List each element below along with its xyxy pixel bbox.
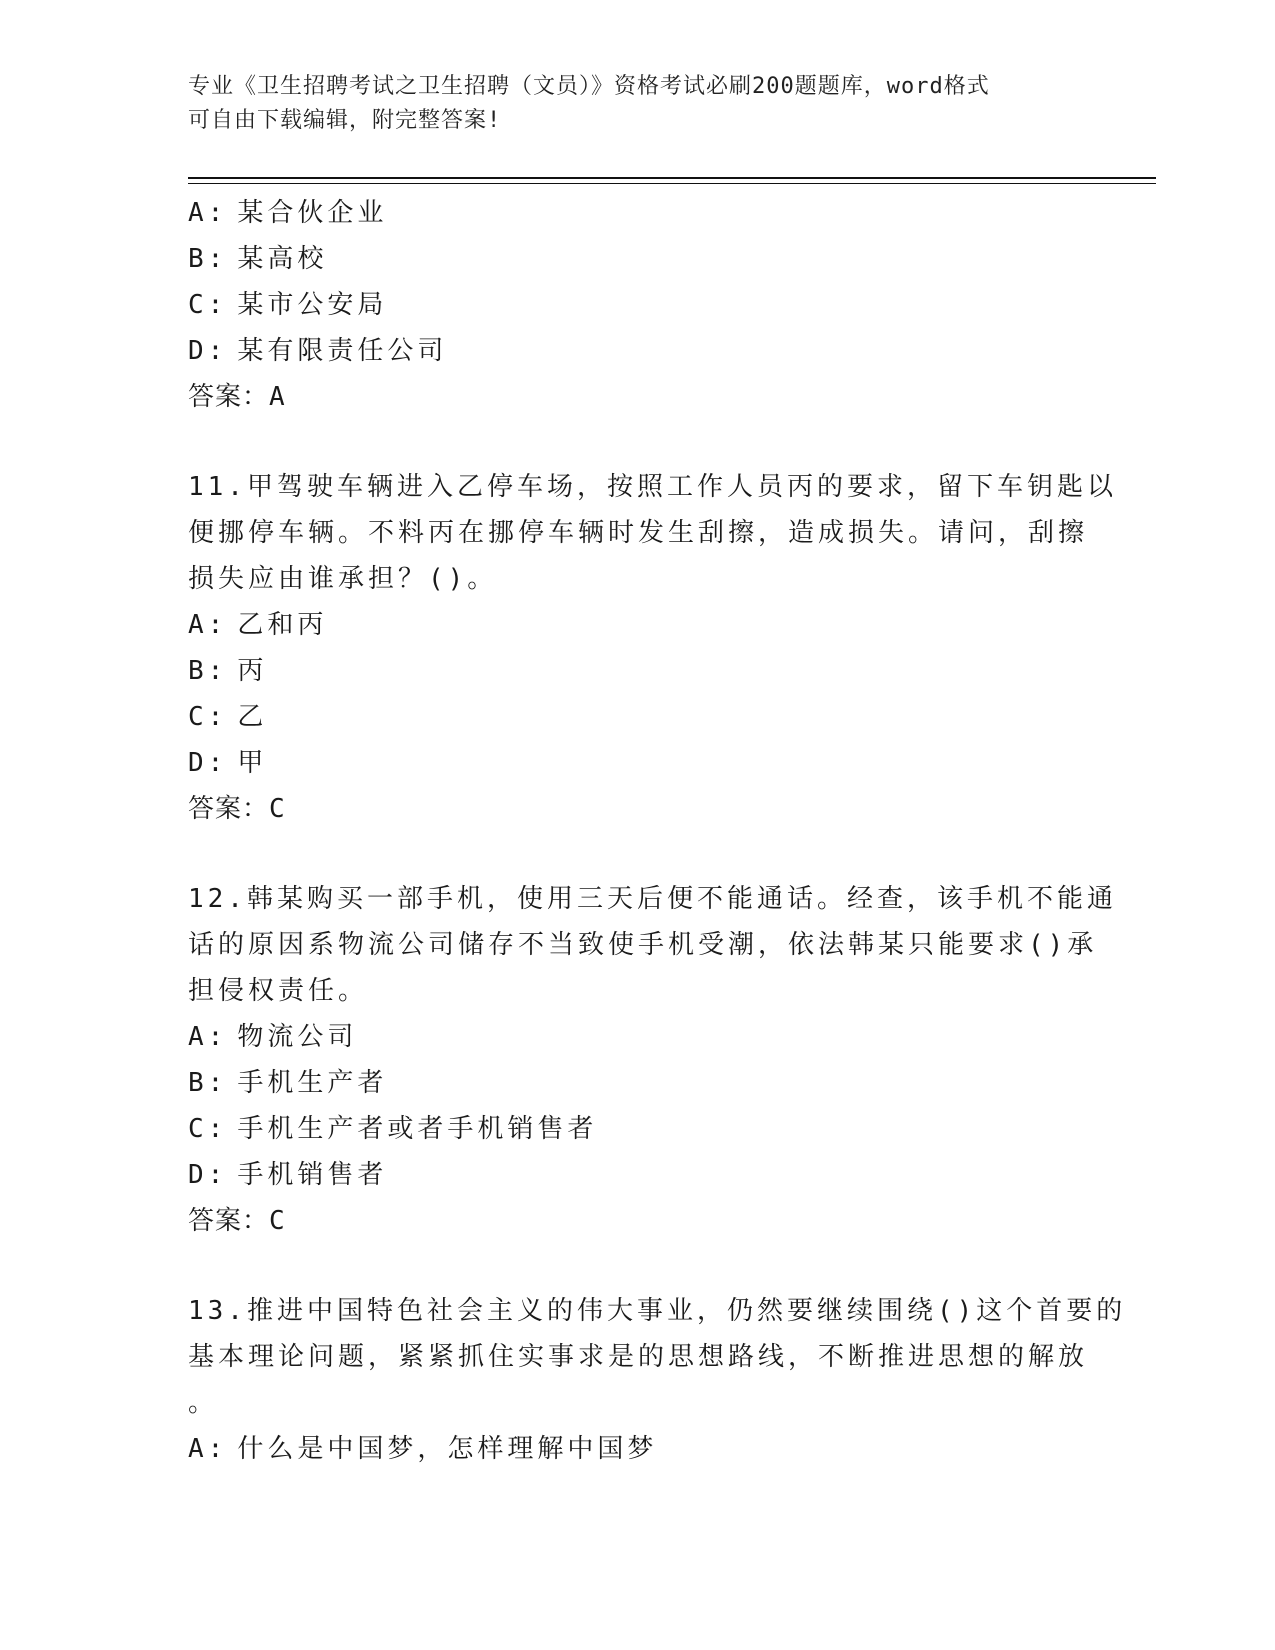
option-a xyxy=(188,1426,1088,1472)
option-key: C: xyxy=(188,1114,228,1144)
option-d xyxy=(188,1152,1088,1198)
option-key: A: xyxy=(188,610,228,640)
option-text: 什么是中国梦，怎样理解中国梦 xyxy=(237,1434,658,1464)
question-text-line: 12.韩某购买一部手机，使用三天后便不能通话。经查，该手机不能通 xyxy=(188,884,1117,914)
spacer xyxy=(188,420,1088,464)
option-text: 某市公安局 xyxy=(237,290,388,320)
question-text-line: 。 xyxy=(188,1388,219,1418)
answer-line: 答案：C xyxy=(188,1206,286,1236)
question-text-line: 损失应由谁承担？()。 xyxy=(188,564,498,594)
option-key: B: xyxy=(188,656,228,686)
option-text: 手机销售者 xyxy=(237,1160,388,1190)
question-text-line: 便挪停车辆。不料丙在挪停车辆时发生刮擦，造成损失。请问，刮擦 xyxy=(188,518,1089,548)
header-title-line-2: 可自由下载编辑，附完整答案! xyxy=(188,108,502,133)
option-d xyxy=(188,328,1088,374)
option-a xyxy=(188,190,1088,236)
option-c xyxy=(188,1106,1088,1152)
question-text xyxy=(188,876,1117,1014)
option-key: A: xyxy=(188,1434,228,1464)
question-text-line: 话的原因系物流公司储存不当致使手机受潮，依法韩某只能要求()承 xyxy=(188,930,1098,960)
option-text: 甲 xyxy=(237,748,268,778)
option-d xyxy=(188,740,1088,786)
option-key: D: xyxy=(188,1160,228,1190)
option-text: 手机生产者或者手机销售者 xyxy=(237,1114,598,1144)
question-block-11 xyxy=(188,464,1117,832)
option-key: A: xyxy=(188,1022,228,1052)
option-b xyxy=(188,648,1088,694)
spacer xyxy=(188,832,1088,876)
option-text: 乙和丙 xyxy=(237,610,328,640)
answer-line: 答案：A xyxy=(188,382,286,412)
answer-line: 答案：C xyxy=(188,794,286,824)
document-header xyxy=(188,70,1088,138)
option-c xyxy=(188,694,1088,740)
option-key: C: xyxy=(188,702,228,732)
option-text: 物流公司 xyxy=(237,1022,358,1052)
option-a xyxy=(188,1014,1088,1060)
option-text: 某合伙企业 xyxy=(237,198,388,228)
question-list xyxy=(188,190,1127,1472)
option-a xyxy=(188,602,1088,648)
option-text: 丙 xyxy=(237,656,268,686)
question-text-line: 基本理论问题，紧紧抓住实事求是的思想路线，不断推进思想的解放 xyxy=(188,1342,1089,1372)
option-text: 乙 xyxy=(237,702,268,732)
header-title-line-1: 专业《卫生招聘考试之卫生招聘（文员）》资格考试必刷200题题库，word格式 xyxy=(188,74,990,99)
option-key: A: xyxy=(188,198,228,228)
header-divider-thick xyxy=(188,177,1156,179)
question-text xyxy=(188,1288,1127,1426)
question-text-line: 担侵权责任。 xyxy=(188,976,369,1006)
question-text-line: 13.推进中国特色社会主义的伟大事业，仍然要继续围绕()这个首要的 xyxy=(188,1296,1127,1326)
option-text: 手机生产者 xyxy=(237,1068,388,1098)
option-text: 某高校 xyxy=(237,244,328,274)
question-block-12 xyxy=(188,876,1117,1244)
option-key: B: xyxy=(188,244,228,274)
spacer xyxy=(188,1244,1088,1288)
option-key: D: xyxy=(188,748,228,778)
option-key: D: xyxy=(188,336,228,366)
header-divider-thin xyxy=(188,183,1156,184)
option-key: B: xyxy=(188,1068,228,1098)
option-b xyxy=(188,236,1088,282)
option-b xyxy=(188,1060,1088,1106)
option-c xyxy=(188,282,1088,328)
option-text: 某有限责任公司 xyxy=(237,336,448,366)
question-text-line: 11.甲驾驶车辆进入乙停车场，按照工作人员丙的要求，留下车钥匙以 xyxy=(188,472,1117,502)
option-key: C: xyxy=(188,290,228,320)
question-block-13 xyxy=(188,1288,1127,1472)
previous-question-block xyxy=(188,190,1088,420)
question-text xyxy=(188,464,1117,602)
